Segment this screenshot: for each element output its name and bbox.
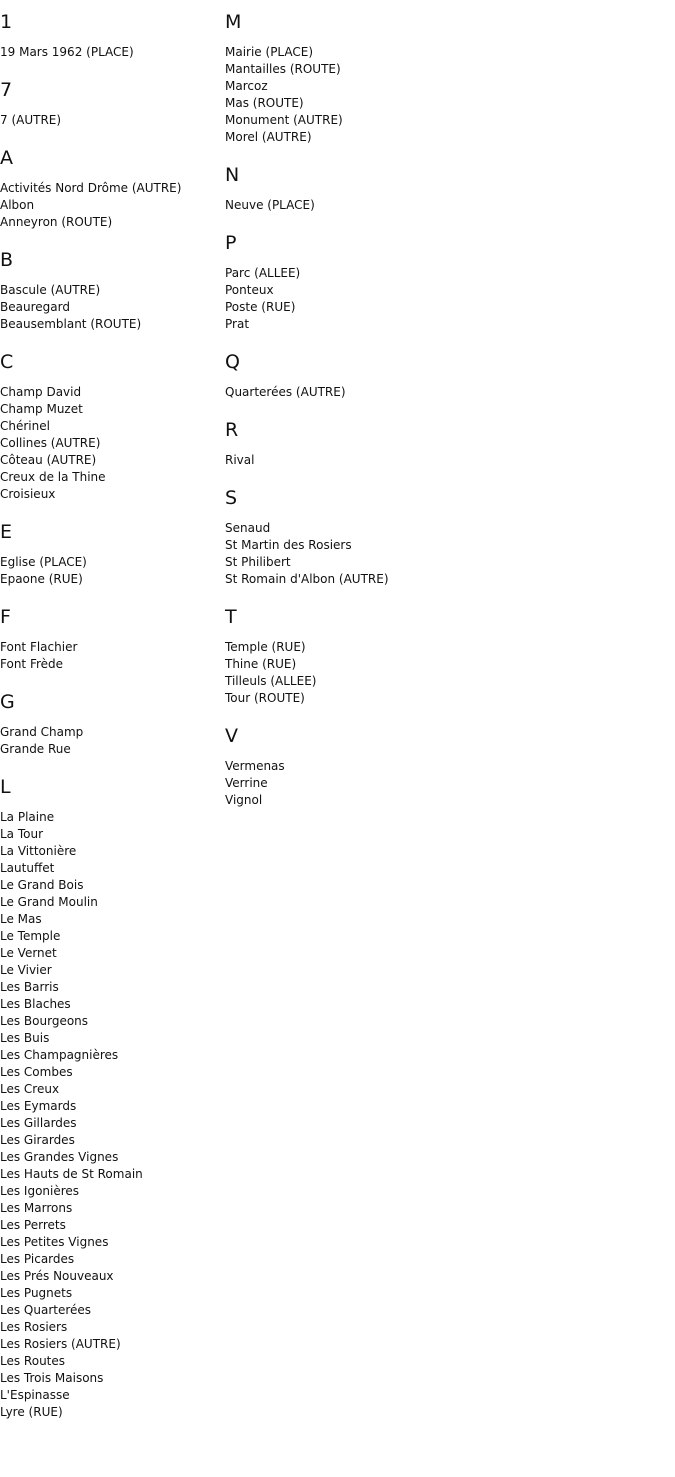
street-index-left-column (0, 10, 220, 1438)
street-link[interactable]: Temple (RUE) (225, 640, 306, 654)
street-link[interactable]: Poste (RUE) (225, 300, 296, 314)
street-link[interactable]: Grand Champ (0, 725, 84, 739)
street-link[interactable]: Côteau (AUTRE) (0, 453, 97, 467)
letter-heading: 7 (0, 79, 13, 101)
street-link[interactable]: Beausemblant (ROUTE) (0, 317, 142, 331)
street-link[interactable]: Tour (ROUTE) (225, 691, 305, 705)
street-link[interactable]: Les Rosiers (0, 1320, 68, 1334)
letter-heading: R (225, 419, 239, 441)
street-link[interactable]: Creux de la Thine (0, 470, 106, 484)
street-link[interactable]: Senaud (225, 521, 271, 535)
street-link[interactable]: Les Igonières (0, 1184, 80, 1198)
street-link[interactable]: Les Trois Maisons (0, 1371, 104, 1385)
letter-heading: N (225, 164, 240, 186)
street-link[interactable]: Beauregard (0, 300, 70, 314)
street-link[interactable]: Collines (AUTRE) (0, 436, 101, 450)
street-link[interactable]: Les Bourgeons (0, 1014, 89, 1028)
street-link[interactable]: Font Flachier (0, 640, 78, 654)
street-link[interactable]: Neuve (PLACE) (225, 198, 315, 212)
street-link[interactable]: Les Pugnets (0, 1286, 73, 1300)
letter-heading: 1 (0, 11, 13, 33)
letter-heading: P (225, 232, 237, 254)
street-link[interactable]: Rival (225, 453, 255, 467)
street-link[interactable]: Ponteux (225, 283, 274, 297)
street-link[interactable]: St Martin des Rosiers (225, 538, 352, 552)
letter-group (0, 10, 220, 61)
street-link[interactable]: Le Vivier (0, 963, 52, 977)
street-link[interactable]: Le Mas (0, 912, 42, 926)
letter-heading: S (225, 487, 238, 509)
letter-heading: E (0, 521, 13, 543)
street-link[interactable]: Les Combes (0, 1065, 73, 1079)
letter-heading: T (225, 606, 237, 628)
street-link[interactable]: Les Gillardes (0, 1116, 77, 1130)
street-link[interactable]: Les Hauts de St Romain (0, 1167, 143, 1181)
street-link[interactable]: Marcoz (225, 79, 268, 93)
letter-group (225, 418, 525, 469)
street-link[interactable]: Le Grand Moulin (0, 895, 98, 909)
street-link[interactable]: St Philibert (225, 555, 291, 569)
letter-group (0, 248, 220, 333)
street-link[interactable]: Champ David (0, 385, 82, 399)
street-link[interactable]: Bascule (AUTRE) (0, 283, 101, 297)
street-link[interactable]: Croisieux (0, 487, 56, 501)
street-link[interactable]: Les Quarterées (0, 1303, 92, 1317)
letter-heading: Q (225, 351, 240, 373)
street-link[interactable]: Les Champagnières (0, 1048, 119, 1062)
street-link[interactable]: Anneyron (ROUTE) (0, 215, 113, 229)
street-link[interactable]: Mantailles (ROUTE) (225, 62, 341, 76)
letter-group (0, 690, 220, 758)
street-link[interactable]: Mas (ROUTE) (225, 96, 304, 110)
street-link[interactable]: Le Grand Bois (0, 878, 84, 892)
street-link[interactable]: Les Routes (0, 1354, 66, 1368)
street-link[interactable]: 19 Mars 1962 (PLACE) (0, 45, 134, 59)
letter-heading: C (0, 351, 14, 373)
letter-heading: V (225, 725, 238, 747)
street-link[interactable]: Les Buis (0, 1031, 50, 1045)
letter-group (225, 486, 525, 588)
street-link[interactable]: Les Blaches (0, 997, 71, 1011)
street-link[interactable]: Grande Rue (0, 742, 71, 756)
street-link[interactable]: Verrine (225, 776, 268, 790)
street-link[interactable]: Lyre (RUE) (0, 1405, 63, 1419)
street-link[interactable]: Chérinel (0, 419, 50, 433)
street-link[interactable]: Les Marrons (0, 1201, 73, 1215)
street-link[interactable]: Les Picardes (0, 1252, 75, 1266)
street-link[interactable]: Parc (ALLEE) (225, 266, 301, 280)
street-link[interactable]: Thine (RUE) (225, 657, 297, 671)
street-link[interactable]: Les Girardes (0, 1133, 75, 1147)
street-link[interactable]: Les Creux (0, 1082, 60, 1096)
street-link[interactable]: Champ Muzet (0, 402, 83, 416)
letter-heading: G (0, 691, 15, 713)
letter-group (225, 605, 525, 707)
letter-group (225, 10, 525, 146)
street-link[interactable]: Morel (AUTRE) (225, 130, 312, 144)
letter-heading: B (0, 249, 14, 271)
street-link[interactable]: L'Espinasse (0, 1388, 70, 1402)
street-link[interactable]: Le Vernet (0, 946, 57, 960)
street-link[interactable]: Albon (0, 198, 35, 212)
street-link[interactable]: Quarterées (AUTRE) (225, 385, 346, 399)
street-link[interactable]: Prat (225, 317, 250, 331)
street-link[interactable]: La Plaine (0, 810, 55, 824)
street-index-right-column (225, 10, 525, 826)
letter-heading: L (0, 776, 11, 798)
street-link[interactable]: La Vittonière (0, 844, 77, 858)
letter-group (225, 163, 525, 214)
letter-group (0, 520, 220, 588)
letter-heading: A (0, 147, 13, 169)
street-link[interactable]: Les Perrets (0, 1218, 66, 1232)
street-link[interactable]: St Romain d'Albon (AUTRE) (225, 572, 389, 586)
letter-group (225, 231, 525, 333)
letter-group (225, 724, 525, 809)
street-link[interactable]: Mairie (PLACE) (225, 45, 314, 59)
street-link[interactable]: Lautuffet (0, 861, 55, 875)
street-link[interactable]: Les Rosiers (AUTRE) (0, 1337, 121, 1351)
street-link[interactable]: Les Petites Vignes (0, 1235, 109, 1249)
street-link[interactable]: Font Frède (0, 657, 64, 671)
letter-group (0, 350, 220, 503)
street-link[interactable]: La Tour (0, 827, 44, 841)
street-link[interactable]: Monument (AUTRE) (225, 113, 343, 127)
letter-group (0, 146, 220, 231)
street-link[interactable]: Tilleuls (ALLEE) (225, 674, 317, 688)
street-link[interactable]: Eglise (PLACE) (0, 555, 87, 569)
street-link[interactable]: Le Temple (0, 929, 61, 943)
street-link[interactable]: 7 (AUTRE) (0, 113, 62, 127)
letter-heading: F (0, 606, 11, 628)
letter-heading: M (225, 11, 242, 33)
street-link[interactable]: Les Barris (0, 980, 59, 994)
letter-group (0, 605, 220, 673)
street-link[interactable]: Les Grandes Vignes (0, 1150, 119, 1164)
letter-group (0, 78, 220, 129)
street-link[interactable]: Activités Nord Drôme (AUTRE) (0, 181, 182, 195)
street-link[interactable]: Vignol (225, 793, 263, 807)
letter-group (0, 775, 220, 1421)
street-link[interactable]: Vermenas (225, 759, 285, 773)
street-link[interactable]: Les Prés Nouveaux (0, 1269, 114, 1283)
letter-group (225, 350, 525, 401)
street-link[interactable]: Les Eymards (0, 1099, 77, 1113)
street-link[interactable]: Epaone (RUE) (0, 572, 83, 586)
